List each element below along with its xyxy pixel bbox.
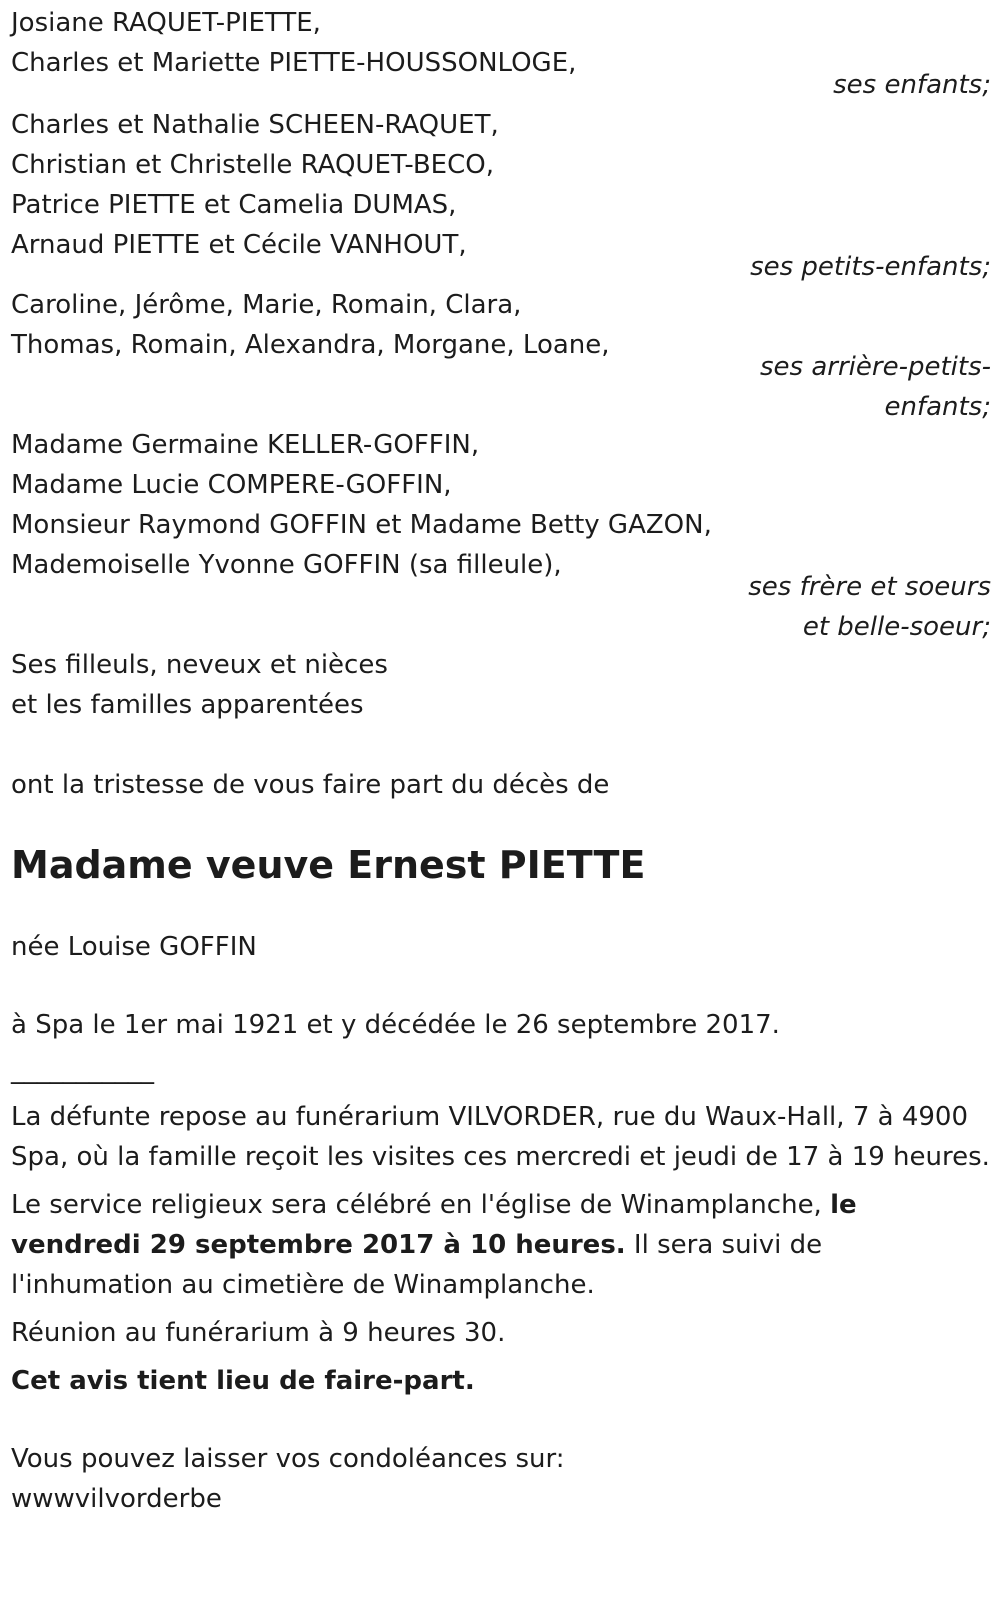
service-text-after: Il sera suivi de l'inhumation au cimetière de Winamplanche. [11, 1230, 823, 1300]
funerarium-info: La défunte repose au funérarium VILVORDER, rue du Waux-Hall, 7 à 4900 Spa, où la famille reçoit les visites ces mercredi et jeudi de 17 à 19 heures. [11, 1102, 990, 1172]
family-line: Thomas, Romain, Alexandra, Morgane, Loane, [11, 330, 610, 360]
grandchildren-group [11, 105, 991, 287]
birth-death-dates: à Spa le 1er mai 1921 et y décédée le 26 septembre 2017. [11, 1010, 780, 1040]
announcement-intro: ont la tristesse de vous faire part du décès de [11, 770, 610, 800]
relationship-label: ses frère et soeurs [748, 572, 991, 602]
condolences-text: Vous pouvez laisser vos condoléances sur: [11, 1444, 565, 1474]
meeting-info: Réunion au funérarium à 9 heures 30. [11, 1318, 506, 1348]
service-date-time: le vendredi 29 septembre 2017 à 10 heures. [11, 1190, 857, 1260]
relationship-label: ses petits-enfants; [750, 252, 991, 282]
family-line: Charles et Nathalie SCHEEN-RAQUET, [11, 110, 499, 140]
family-line: Arnaud PIETTE et Cécile VANHOUT, [11, 230, 467, 260]
relationship-label: et belle-soeur; [802, 612, 991, 642]
family-line: Madame Lucie COMPERE-GOFFIN, [11, 470, 452, 500]
siblings-group [11, 425, 991, 647]
service-text-before: Le service religieux sera célébré en l'église de Winamplanche, [11, 1190, 831, 1220]
relationship-label: ses arrière-petits- [760, 352, 991, 382]
family-line: Charles et Mariette PIETTE-HOUSSONLOGE, [11, 48, 577, 78]
separator-line: ___________ [11, 1055, 154, 1085]
condolences-link[interactable]: wwwvilvorderbe [11, 1484, 222, 1514]
other-relatives [11, 645, 991, 725]
condolences-section [11, 1439, 991, 1519]
family-line: Christian et Christelle RAQUET-BECO, [11, 150, 494, 180]
deceased-name: Madame veuve Ernest PIETTE [11, 843, 646, 887]
family-line: Mademoiselle Yvonne GOFFIN (sa filleule), [11, 550, 562, 580]
family-line: Caroline, Jérôme, Marie, Romain, Clara, [11, 290, 522, 320]
relationship-label: ses enfants; [833, 70, 991, 100]
children-group [11, 3, 991, 105]
family-line: Monsieur Raymond GOFFIN et Madame Betty GAZON, [11, 510, 712, 540]
family-line: Patrice PIETTE et Camelia DUMAS, [11, 190, 457, 220]
obituary-notice [11, 3, 991, 1519]
notice-text: Cet avis tient lieu de faire-part. [11, 1366, 475, 1396]
family-line: Josiane RAQUET-PIETTE, [11, 8, 321, 38]
service-info [11, 1185, 991, 1305]
maiden-name: née Louise GOFFIN [11, 932, 257, 962]
family-line: Madame Germaine KELLER-GOFFIN, [11, 430, 480, 460]
family-line: Ses filleuls, neveux et nièces [11, 650, 388, 680]
great-grandchildren-group [11, 285, 991, 427]
relationship-label: enfants; [884, 392, 991, 422]
family-line: et les familles apparentées [11, 690, 364, 720]
